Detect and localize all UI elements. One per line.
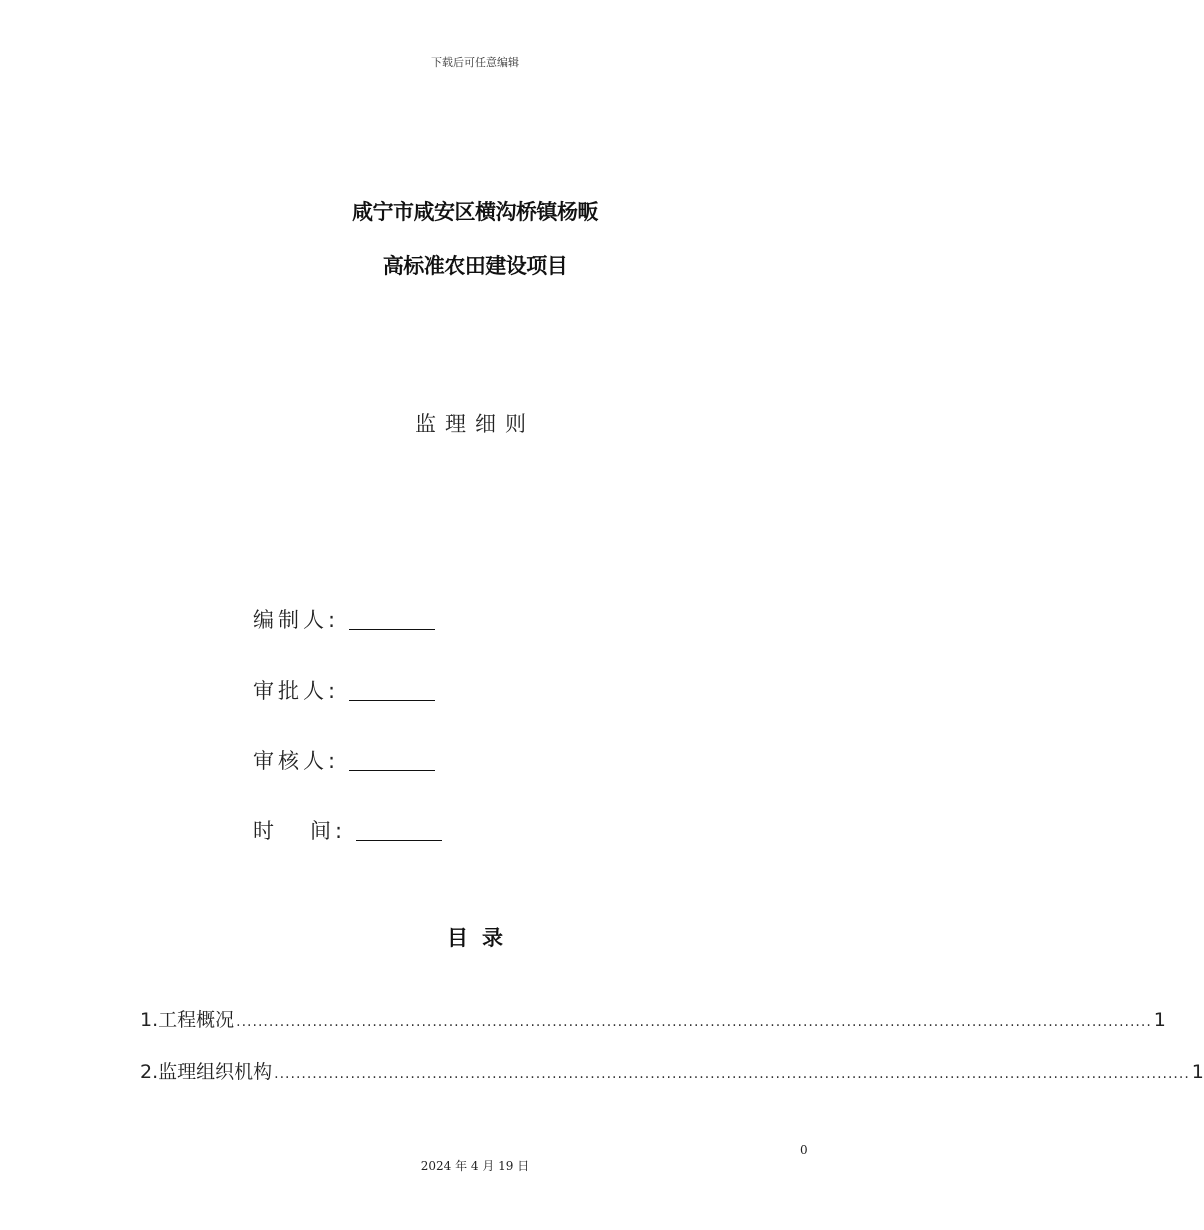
signature-label: 审批人: [253,679,340,703]
signature-blank-line [349,629,435,630]
signature-row-date [253,815,442,845]
toc-item[interactable] [140,1005,1166,1032]
toc-heading: 目录 [447,926,517,950]
signature-label: 审核人: [253,749,340,773]
page-number: 0 [800,1143,808,1157]
signature-blank-line [349,700,435,701]
toc-item-label: 1.工程概况 [140,1009,235,1031]
toc-item-label: 2.监理组织机构 [140,1061,273,1083]
document-type-title: 监理细则 [415,412,535,436]
toc-item[interactable] [140,1057,1204,1084]
toc-item-page: 1 [1153,1009,1166,1031]
footer-date: 2024 年 4 月 19 日 [420,1159,530,1173]
signature-blank-line [349,770,435,771]
toc-leader-dots: ........................................................................................................................................................................ [236,1014,1152,1030]
toc-leader-dots: ........................................................................................................................................................................ [274,1066,1190,1082]
toc-item-page: 1 [1191,1061,1204,1083]
signature-row-reviewer [253,745,435,775]
project-title-line-2: 高标准农田建设项目 [382,254,568,278]
signature-blank-line [356,840,442,841]
project-title-line-1: 咸宁市咸安区横沟桥镇杨畈 [352,200,598,224]
signature-label: 时 间: [253,819,347,843]
header-note: 下载后可任意编辑 [431,56,519,69]
signature-row-approver [253,675,435,705]
signature-label: 编制人: [253,608,340,632]
signature-row-compiler [253,604,435,634]
